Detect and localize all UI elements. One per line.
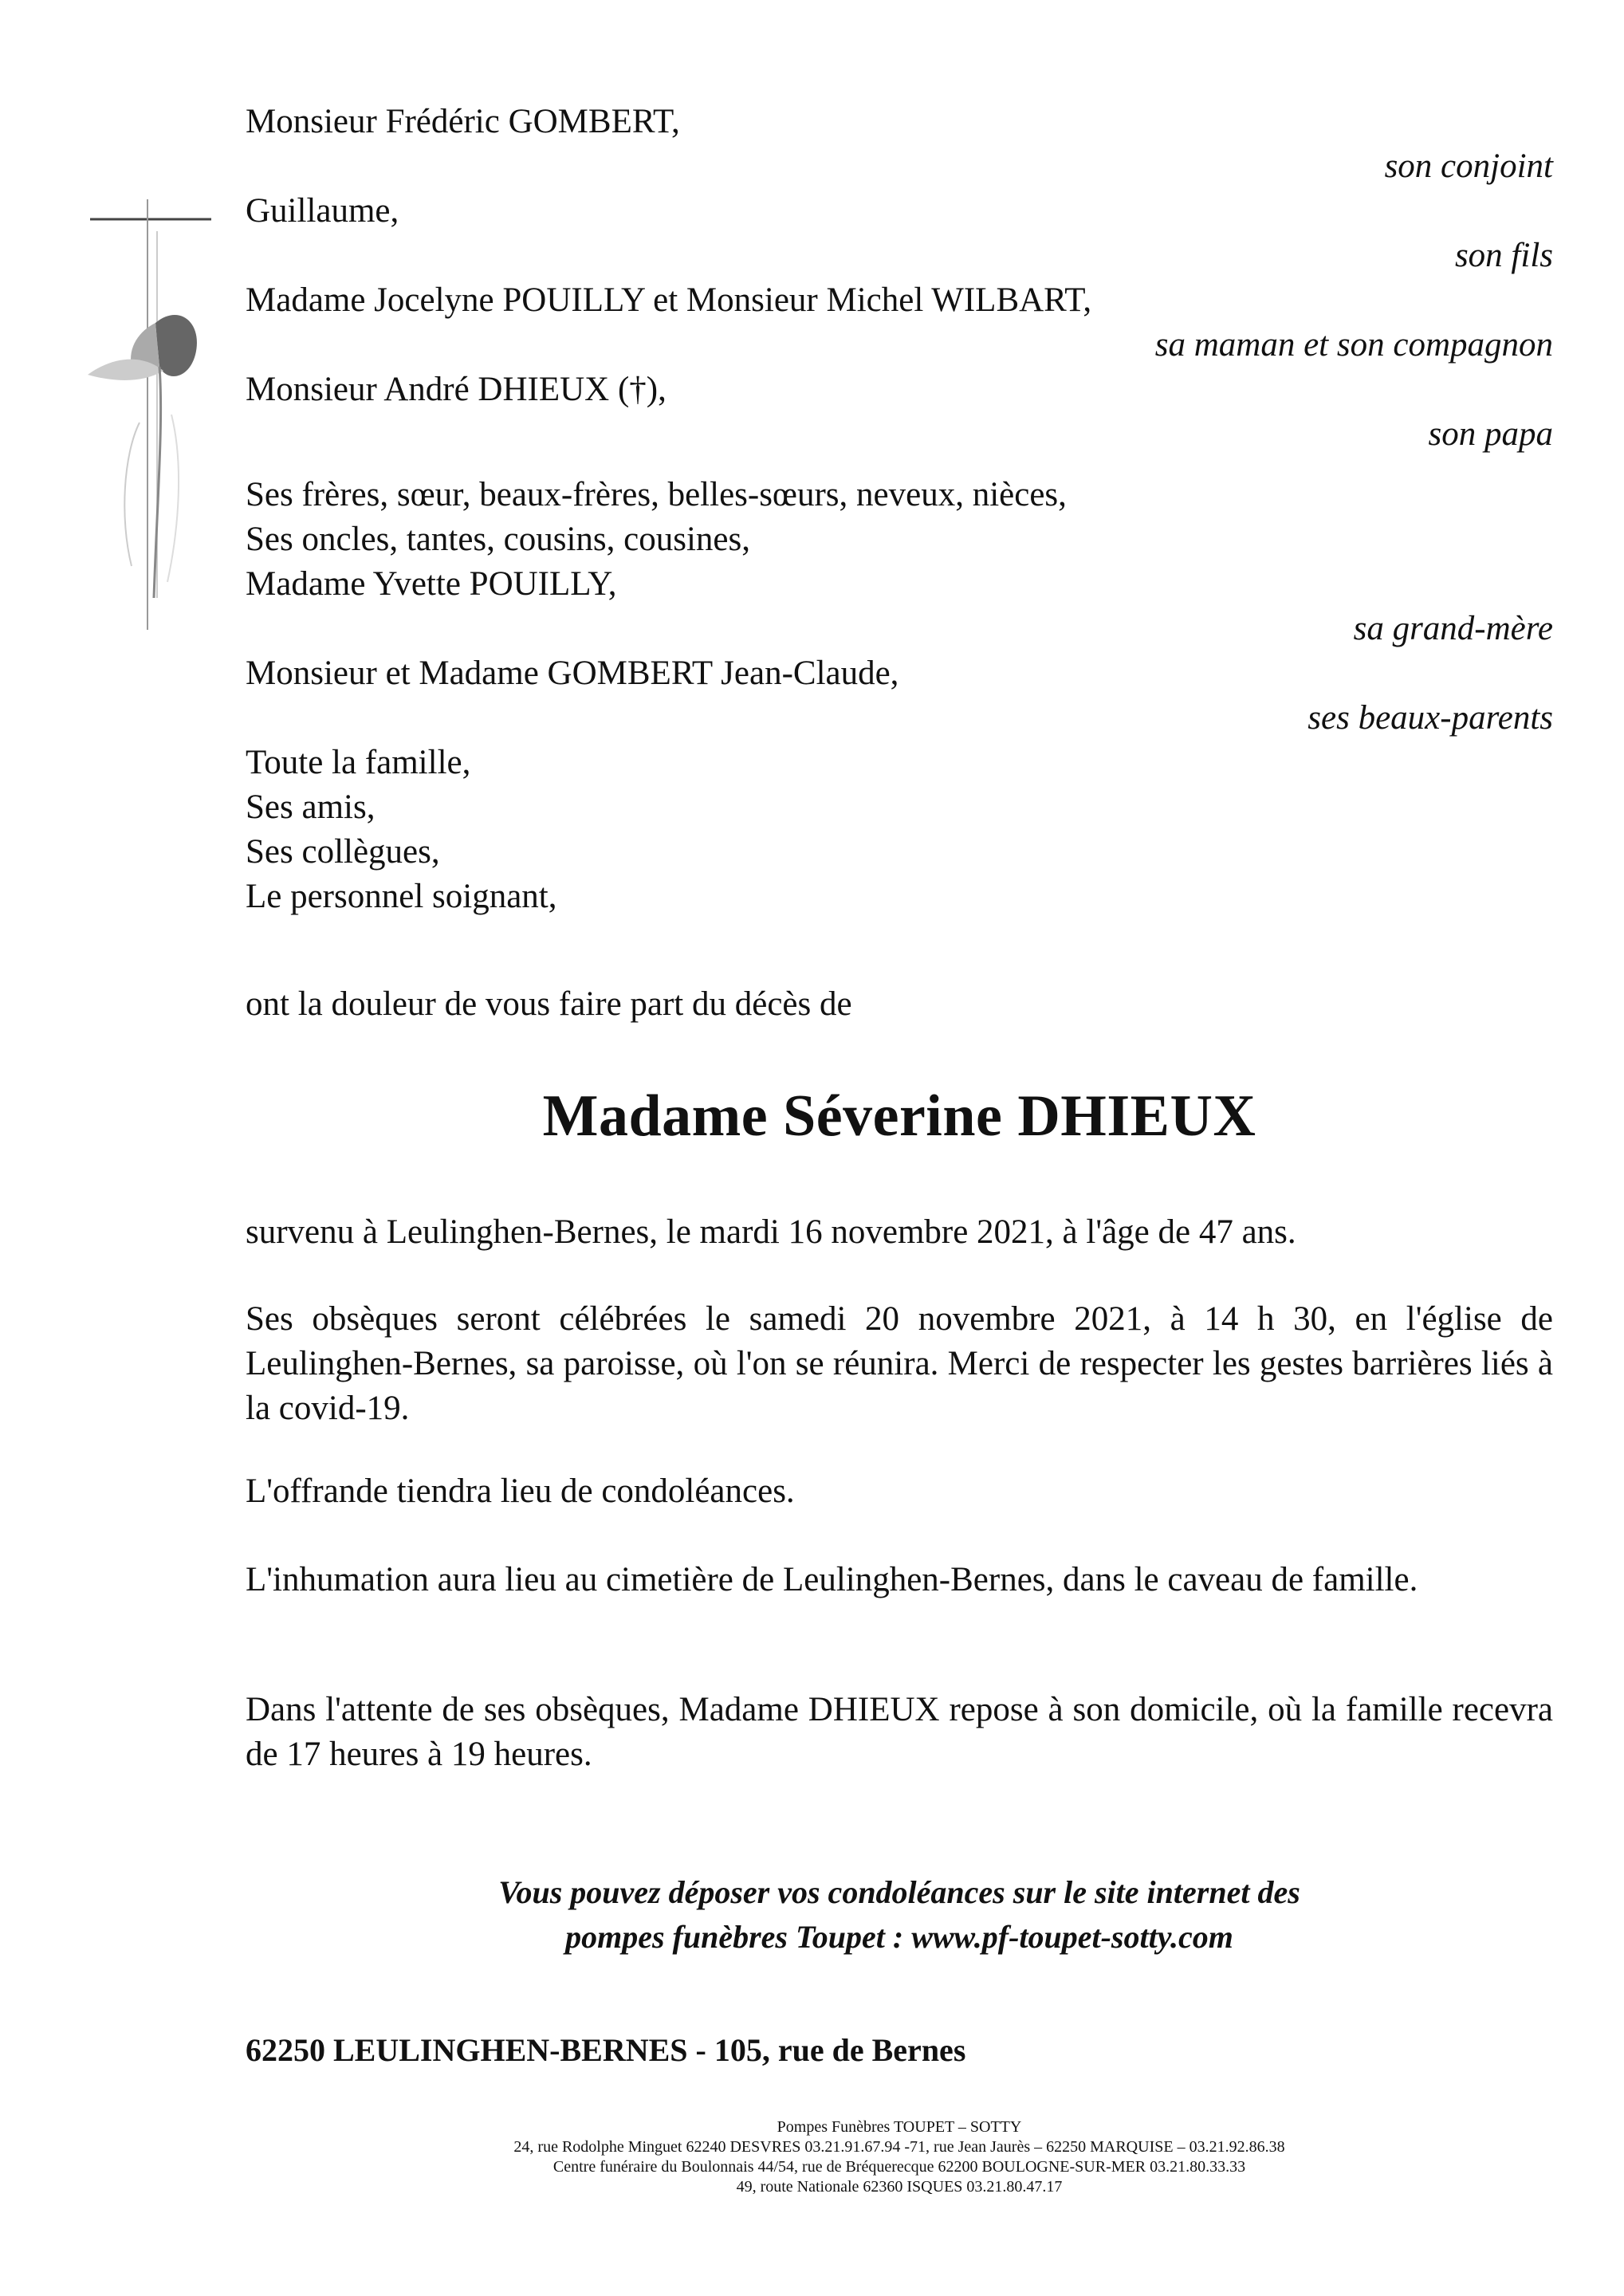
others-text: Ses amis, — [246, 788, 376, 826]
family-relation: son conjoint — [1384, 147, 1553, 185]
family-relation-line — [246, 607, 1553, 651]
footer-line: 49, route Nationale 62360 ISQUES 03.21.80.47.17 — [736, 2178, 1063, 2196]
family-relation: son papa — [1428, 415, 1553, 453]
others-line — [246, 830, 1553, 875]
footer-line: Centre funéraire du Boulonnais 44/54, rue de Bréquerecque 62200 BOULOGNE-SUR-MER 03.21.80.33.33 — [552, 2158, 1246, 2176]
family-relation-line — [246, 234, 1553, 278]
family-relation: son fils — [1454, 237, 1553, 274]
others-text: Toute la famille, — [246, 744, 471, 781]
others-line — [246, 875, 1553, 919]
family-name: Monsieur Frédéric GOMBERT, — [246, 103, 680, 140]
footer-line: Pompes Funèbres TOUPET – SOTTY — [777, 2118, 1022, 2136]
family-line-father — [246, 368, 1553, 412]
family-relation: sa grand-mère — [1353, 610, 1553, 647]
announcement: ont la douleur de vous faire part du décès de — [246, 985, 852, 1023]
offering-info: L'offrande tiendra lieu de condoléances. — [246, 1472, 795, 1510]
burial-info: L'inhumation aura lieu au cimetière de Leulinghen-Bernes, dans le caveau de famille. — [246, 1561, 1418, 1598]
others-line — [246, 785, 1553, 830]
family-relation-line — [246, 144, 1553, 189]
family-line-mother — [246, 278, 1553, 323]
family-relation-line — [246, 412, 1553, 457]
family-name: Monsieur et Madame GOMBERT Jean-Claude, — [246, 655, 899, 692]
funeral-info: Ses obsèques seront célébrées le samedi 20 novembre 2021, à 14 h 30, en l'église de Leulinghen-Bernes, sa paroisse, où l'on se réunira. Merci de respecter les gestes barrières liés à la covid-19. — [246, 1300, 1553, 1427]
relatives-line — [246, 517, 1553, 562]
family-line-spouse — [246, 100, 1553, 144]
condolences-line: Vous pouvez déposer vos condoléances sur le site internet des — [498, 1874, 1300, 1910]
death-info: survenu à Leulinghen-Bernes, le mardi 16 novembre 2021, à l'âge de 47 ans. — [246, 1213, 1296, 1251]
family-name: Monsieur André DHIEUX (†), — [246, 371, 667, 408]
condolences-notice — [246, 1870, 1553, 1960]
family-relation: sa maman et son compagnon — [1154, 326, 1553, 364]
family-name: Madame Jocelyne POUILLY et Monsieur Michel WILBART, — [246, 281, 1092, 319]
others-line — [246, 741, 1553, 785]
in-laws-line — [246, 651, 1553, 696]
others-text: Le personnel soignant, — [246, 878, 557, 915]
relatives-text: Ses frères, sœur, beaux-frères, belles-sœurs, neveux, nièces, — [246, 476, 1067, 513]
family-relation-line — [246, 696, 1553, 741]
others-text: Ses collègues, — [246, 833, 440, 871]
address: 62250 LEULINGHEN-BERNES - 105, rue de Bernes — [246, 2032, 966, 2068]
cross-lily-icon — [84, 183, 227, 686]
relatives-text: Madame Yvette POUILLY, — [246, 565, 617, 603]
family-relation-line — [246, 323, 1553, 368]
family-relation: ses beaux-parents — [1307, 699, 1553, 737]
deceased-name: Madame Séverine DHIEUX — [542, 1083, 1256, 1149]
family-line-son — [246, 189, 1553, 234]
relatives-text: Ses oncles, tantes, cousins, cousines, — [246, 521, 750, 558]
footer-line: 24, rue Rodolphe Minguet 62240 DESVRES 03.21.91.67.94 -71, rue Jean Jaurès – 62250 MARQUISE – 03.21.92.86.38 — [513, 2138, 1285, 2156]
family-list — [246, 100, 1553, 919]
relatives-line — [246, 473, 1553, 517]
funeral-home-footer — [246, 2117, 1553, 2197]
relatives-line — [246, 562, 1553, 607]
condolences-line: pompes funèbres Toupet : www.pf-toupet-sotty.com — [565, 1919, 1233, 1955]
family-name: Guillaume, — [246, 192, 399, 230]
repose-info: Dans l'attente de ses obsèques, Madame DHIEUX repose à son domicile, où la famille recevra de 17 heures à 19 heures. — [246, 1691, 1553, 1773]
